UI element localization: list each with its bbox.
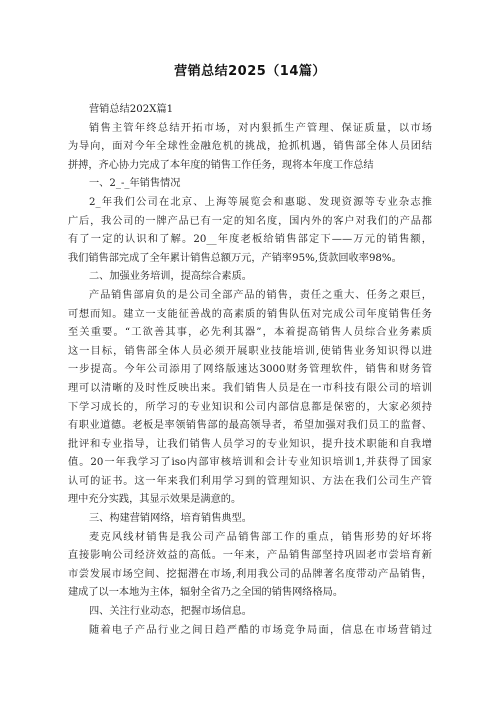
paragraph-line: 一、2_-_年销售情况 [89,178,181,190]
paragraph-line: 随着电子产品行业之间日趋严酷的市场竞争局面，信息在市场营销过 [89,624,432,636]
paragraph-line: 三、构建营销网络，培育销售典型。 [89,513,252,525]
paragraph-line: 理中充分实践，其显示效果是满意的。 [68,494,242,506]
paragraph-line: 我们销售部完成了全年累计销售总额万元，产销率95%,货款回收率98%。 [68,252,402,264]
paragraph-line: 拼搏，齐心协力完成了本年度的销售工作任务，现将本年度工作总结 [68,159,374,171]
paragraph-line: 为导向，面对今年全球性金融危机的挑战，抢抓机遇，销售部全体人员团结 [68,141,432,153]
paragraph-line: 广后，我公司的一牌产品已有一定的知名度，国内外的客户对我们的产品都 [68,215,432,227]
paragraph-line: 批评和专业指导，让我们销售人员学习的专业知识，提升技术职能和自我增 [68,438,432,450]
paragraph-line: 有了一定的认识和了解。20__年度老板给销售部定下——万元的销售额， [68,234,432,246]
document-body [68,101,432,640]
paragraph-line: 有职业道德。老板是率领销售部的最高领导者，希望加强对我们员工的监督、 [68,420,432,432]
paragraph-line: 二、加强业务培训，提高综合素质。 [89,271,252,283]
document-title: 营销总结2025（14篇） [174,64,326,79]
paragraph-line: 理可以清晰的及时性反映出来。我们销售人员是在一市科技有限公司的培训 [68,382,432,394]
paragraph-line: 麦克风线材销售是我公司产品销售部工作的重点，销售形势的好坏将 [89,531,432,543]
paragraph-line: 直接影响公司经济效益的高低。一年来，产品销售部坚持巩固老市尝培育新 [68,550,432,562]
paragraph-line: 下学习成长的，所学习的专业知识和公司内部信息都是保密的，大家必须持 [68,401,432,413]
paragraph-line: 这一目标，销售部全体人员必须开展职业技能培训,使销售业务知识得以进 [68,345,432,357]
paragraph-line: 四、关注行业动态，把握市场信息。 [89,606,252,618]
paragraph-line: 市尝发展市场空间、挖掘潜在市场,利用我公司的品牌著名度带动产品销售， [68,568,432,580]
paragraph-line: 认可的证书。这一年来我们利用学习到的管理知识、方法在我们公司生产管 [68,475,432,487]
paragraph-line: 销售主管年终总结开拓市场，对内狠抓生产管理、保证质量，以市场 [89,122,432,134]
paragraph-line: 值。20一年我学习了iso内部审核培训和会计专业知识培训1,并获得了国家 [68,457,432,469]
paragraph-line: 营销总结202X篇1 [89,104,174,115]
paragraph-line: 产品销售部肩负的是公司全部产品的销售，责任之重大、任务之艰巨， [89,289,432,301]
paragraph-line: 2_年我们公司在北京、上海等展览会和惠聪、发现资源等专业杂志推 [89,196,432,208]
paragraph-line: 建成了以一本地为主体，辐射全省乃之全国的销售网络格局。 [68,587,344,599]
paragraph-line: 可想而知。建立一支能征善战的高素质的销售队伍对完成公司年度销售任务 [68,308,432,320]
paragraph-line: 一步提高。今年公司添用了网络版速达3000财务管理软件，销售和财务管 [68,364,432,376]
paragraph-line: 至关重要。“工欲善其事，必先利其器”，本着提高销售人员综合业务素质 [68,327,432,339]
